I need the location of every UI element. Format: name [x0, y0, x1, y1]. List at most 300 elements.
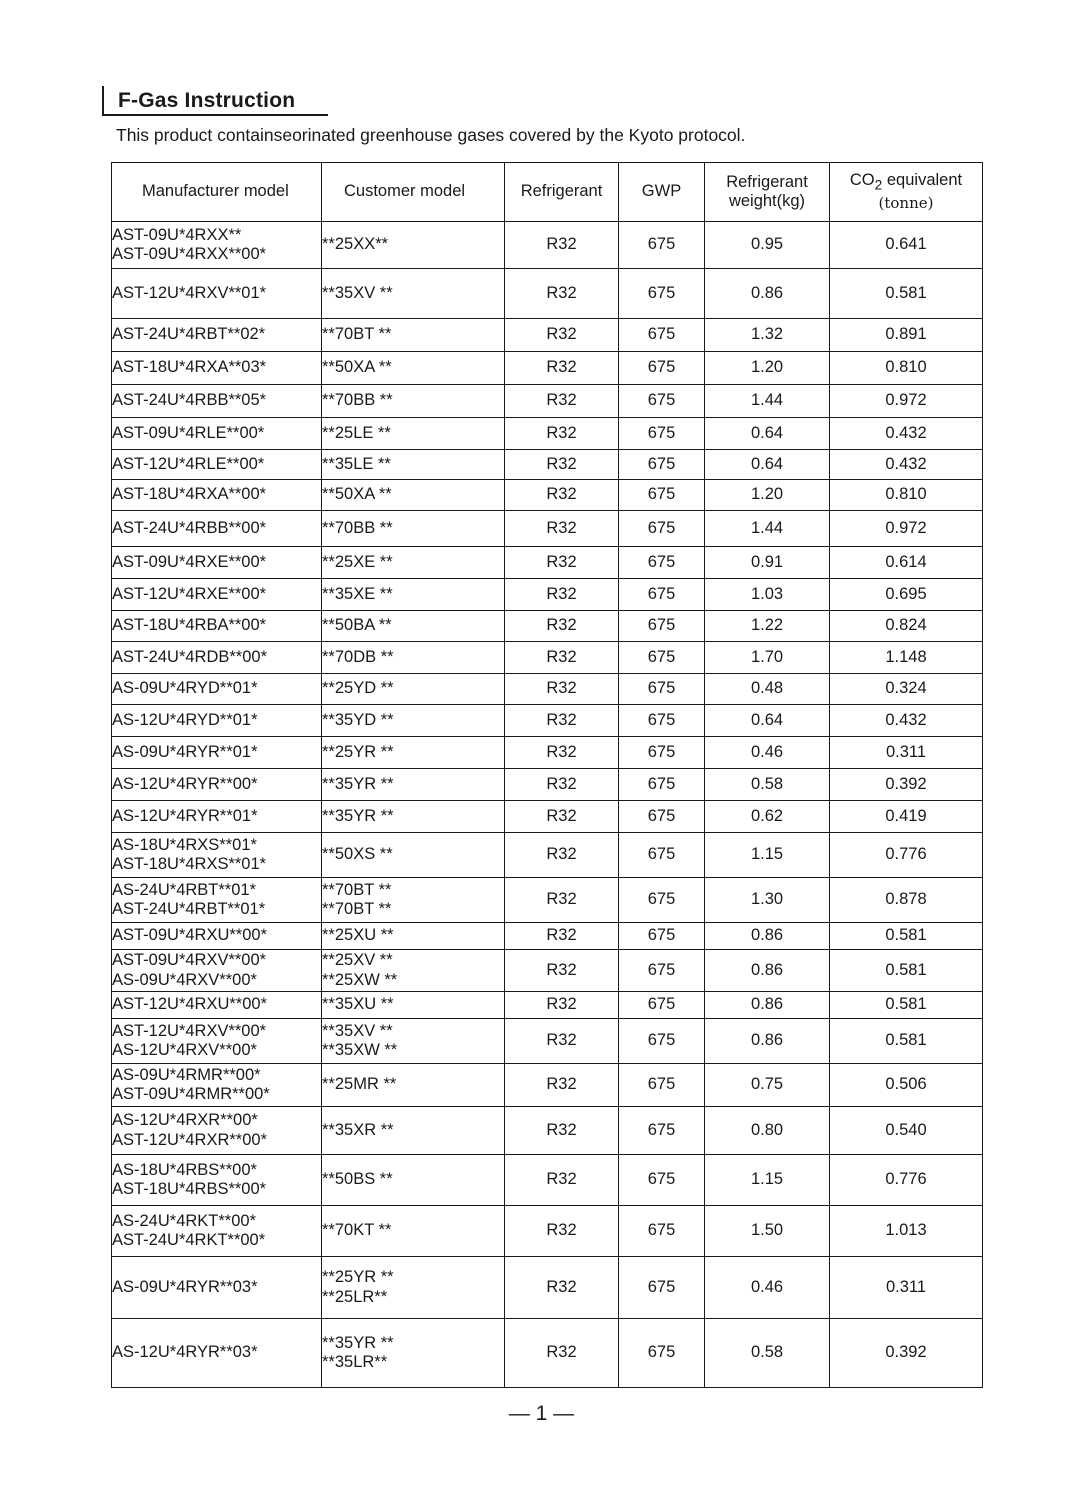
co2-equivalent-cell: 0.324	[830, 674, 983, 705]
section-title-box	[102, 86, 328, 116]
manufacturer-model-cell	[112, 511, 322, 547]
manufacturer-model-cell-line: AST-12U*4RXV**01*	[112, 283, 267, 302]
refrigerant-weight-cell: 1.22	[705, 611, 830, 642]
header-text: weight(kg)	[728, 192, 806, 210]
refrigerant-cell: R32	[505, 269, 619, 319]
gwp-cell: 675	[619, 352, 705, 385]
header-refrigerant-weight	[705, 163, 830, 222]
customer-model-cell	[322, 1319, 505, 1388]
refrigerant-cell: R32	[505, 611, 619, 642]
customer-model-cell-line: **50XA **	[322, 358, 392, 377]
table-row	[112, 480, 983, 511]
co2-equivalent-cell: 0.878	[830, 878, 983, 923]
gwp-cell: 675	[619, 480, 705, 511]
manufacturer-model-cell	[112, 480, 322, 511]
manufacturer-model-cell	[112, 674, 322, 705]
gwp-cell: 675	[619, 418, 705, 450]
header-gwp: GWP	[619, 163, 705, 222]
table-row	[112, 1155, 983, 1206]
header-text: Manufacturer	[142, 182, 240, 201]
refrigerant-weight-cell: 1.15	[705, 1155, 830, 1206]
table-row	[112, 511, 983, 547]
table-header-row	[112, 163, 983, 222]
refrigerant-weight-cell: 0.75	[705, 1064, 830, 1107]
manufacturer-model-cell-line: AST-24U*4RDB**00*	[112, 647, 267, 666]
refrigerant-weight-cell: 0.95	[705, 222, 830, 269]
customer-model-cell-line: **70KT **	[322, 1221, 392, 1240]
gwp-cell: 675	[619, 1107, 705, 1155]
co2-equivalent-cell: 0.392	[830, 1319, 983, 1388]
customer-model-cell-line: **35XU **	[322, 995, 394, 1014]
customer-model-cell-line: **35LR**	[322, 1353, 388, 1371]
refrigerant-cell: R32	[505, 737, 619, 769]
gwp-cell: 675	[619, 992, 705, 1019]
refrigerant-cell: R32	[505, 833, 619, 878]
manufacturer-model-cell	[112, 801, 322, 833]
title-underline	[102, 114, 328, 116]
customer-model-cell-line: **25XE **	[322, 552, 393, 571]
customer-model-cell-line: **50BS **	[322, 1170, 393, 1189]
customer-model-cell-line: **70BT **	[322, 325, 392, 344]
refrigerant-cell: R32	[505, 992, 619, 1019]
manufacturer-model-cell-line: AST-18U*4RXS**01*	[112, 855, 267, 873]
table-row	[112, 705, 983, 737]
customer-model-cell-line: **35YR **	[322, 806, 394, 825]
customer-model-cell	[322, 801, 505, 833]
co2-equivalent-cell: 0.776	[830, 1155, 983, 1206]
customer-model-cell-line: **35XV **	[322, 283, 393, 302]
page-number: — 1 —	[508, 1402, 575, 1425]
refrigerant-weight-cell: 0.58	[705, 769, 830, 801]
gwp-cell: 675	[619, 769, 705, 801]
customer-model-cell-line: **25LE **	[322, 423, 391, 442]
manufacturer-model-cell-line: AST-09U*4RXX**00*	[112, 245, 267, 263]
manufacturer-model-cell	[112, 1019, 322, 1064]
header-text: model	[243, 182, 289, 201]
manufacturer-model-cell-line: AS-12U*4RXR**00*	[112, 1111, 258, 1130]
co2-equivalent-cell: 0.776	[830, 833, 983, 878]
table-row	[112, 801, 983, 833]
customer-model-cell	[322, 923, 505, 950]
manufacturer-model-cell-line: AS-12U*4RYR**00*	[112, 774, 258, 793]
refrigerant-weight-cell: 0.80	[705, 1107, 830, 1155]
refrigerant-cell: R32	[505, 222, 619, 269]
customer-model-cell-line: **25YR **	[322, 1268, 394, 1287]
refrigerant-cell: R32	[505, 878, 619, 923]
gwp-cell: 675	[619, 1206, 705, 1257]
manufacturer-model-cell	[112, 769, 322, 801]
customer-model-cell	[322, 1155, 505, 1206]
fgas-table	[111, 162, 983, 1388]
manufacturer-model-cell	[112, 1319, 322, 1388]
manufacturer-model-cell	[112, 611, 322, 642]
table-row	[112, 992, 983, 1019]
manufacturer-model-cell-line: AS-09U*4RMR**00*	[112, 1065, 261, 1084]
gwp-cell: 675	[619, 950, 705, 992]
customer-model-cell	[322, 737, 505, 769]
manufacturer-model-cell	[112, 923, 322, 950]
manufacturer-model-cell	[112, 1064, 322, 1107]
table-row	[112, 1257, 983, 1319]
header-refrigerant: Refrigerant	[505, 163, 619, 222]
manufacturer-model-cell	[112, 269, 322, 319]
customer-model-cell-line: **35YR **	[322, 774, 394, 793]
customer-model-cell	[322, 511, 505, 547]
co2-equivalent-cell: 0.311	[830, 737, 983, 769]
table-row	[112, 737, 983, 769]
gwp-cell: 675	[619, 319, 705, 352]
intro-text: This product containseorinated greenhouse gases covered by the Kyoto protocol.	[116, 125, 746, 145]
manufacturer-model-cell	[112, 1107, 322, 1155]
refrigerant-weight-cell: 1.44	[705, 511, 830, 547]
gwp-cell: 675	[619, 878, 705, 923]
co2-equivalent-cell: 1.148	[830, 642, 983, 674]
refrigerant-weight-cell: 1.03	[705, 579, 830, 611]
table-row	[112, 1107, 983, 1155]
customer-model-cell	[322, 950, 505, 992]
manufacturer-model-cell	[112, 352, 322, 385]
gwp-cell: 675	[619, 923, 705, 950]
manufacturer-model-cell	[112, 992, 322, 1019]
manufacturer-model-cell	[112, 1257, 322, 1319]
manufacturer-model-cell-line: AS-24U*4RKT**00*	[112, 1211, 256, 1230]
manufacturer-model-cell-line: AS-12U*4RXV**00*	[112, 1041, 257, 1059]
customer-model-cell-line: **25LR**	[322, 1287, 388, 1306]
table-row	[112, 222, 983, 269]
table-row	[112, 923, 983, 950]
manufacturer-model-cell	[112, 222, 322, 269]
customer-model-cell-line: **25YD **	[322, 679, 394, 698]
table-row	[112, 833, 983, 878]
co2-equivalent-cell: 0.392	[830, 769, 983, 801]
header-co2-label	[849, 171, 963, 193]
co2-equivalent-cell: 0.810	[830, 352, 983, 385]
manufacturer-model-cell	[112, 833, 322, 878]
manufacturer-model-cell-line: AS-09U*4RXV**00*	[112, 970, 257, 989]
co2-equivalent-cell: 0.581	[830, 1019, 983, 1064]
gwp-cell: 675	[619, 222, 705, 269]
customer-model-cell-line: **25XV **	[322, 951, 393, 970]
table-row	[112, 1019, 983, 1064]
manufacturer-model-cell-line: AS-09U*4RYR**01*	[112, 742, 258, 761]
refrigerant-weight-cell: 0.86	[705, 950, 830, 992]
manufacturer-model-cell	[112, 705, 322, 737]
customer-model-cell	[322, 705, 505, 737]
refrigerant-weight-cell: 0.64	[705, 705, 830, 737]
customer-model-cell-line: **35XR **	[322, 1120, 394, 1139]
co2-equivalent-cell: 0.311	[830, 1257, 983, 1319]
customer-model-cell	[322, 418, 505, 450]
table-row	[112, 547, 983, 579]
gwp-cell: 675	[619, 1155, 705, 1206]
refrigerant-cell: R32	[505, 674, 619, 705]
refrigerant-weight-cell: 1.30	[705, 878, 830, 923]
customer-model-cell	[322, 992, 505, 1019]
manufacturer-model-cell-line: AS-24U*4RBT**01*	[112, 880, 256, 899]
refrigerant-cell: R32	[505, 385, 619, 418]
co2-equivalent-cell: 0.972	[830, 511, 983, 547]
co2-subscript: 2	[874, 177, 883, 193]
manufacturer-model-cell-line: AST-18U*4RXA**00*	[112, 485, 267, 504]
refrigerant-weight-cell: 1.20	[705, 352, 830, 385]
co2-equivalent-cell: 0.972	[830, 385, 983, 418]
refrigerant-cell: R32	[505, 511, 619, 547]
customer-model-cell-line: **25MR **	[322, 1075, 397, 1094]
refrigerant-cell: R32	[505, 547, 619, 579]
customer-model-cell-line: **70BT **	[322, 880, 392, 899]
customer-model-cell-line: **50BA **	[322, 616, 392, 635]
customer-model-cell	[322, 352, 505, 385]
table-row	[112, 418, 983, 450]
gwp-cell: 675	[619, 833, 705, 878]
refrigerant-weight-cell: 0.86	[705, 269, 830, 319]
refrigerant-cell: R32	[505, 418, 619, 450]
manufacturer-model-cell	[112, 418, 322, 450]
co2-equivalent-cell: 1.013	[830, 1206, 983, 1257]
section-title: F-Gas Instruction	[118, 89, 296, 112]
customer-model-cell-line: **70BB **	[322, 391, 393, 410]
co2-equivalent-cell: 0.891	[830, 319, 983, 352]
manufacturer-model-cell	[112, 385, 322, 418]
refrigerant-cell: R32	[505, 1155, 619, 1206]
table-row	[112, 450, 983, 480]
customer-model-cell-line: **25XU **	[322, 926, 394, 945]
customer-model-cell-line: **35XW **	[322, 1041, 398, 1059]
customer-model-cell-line: **70DB **	[322, 647, 394, 666]
table-row	[112, 950, 983, 992]
customer-model-cell-line: **35XE **	[322, 584, 393, 603]
manufacturer-model-cell-line: AST-09U*4RXE**00*	[112, 552, 267, 571]
co2-text: CO	[849, 171, 875, 189]
manufacturer-model-cell-line: AST-12U*4RXE**00*	[112, 584, 267, 603]
gwp-cell: 675	[619, 269, 705, 319]
title-left-rule	[102, 86, 104, 116]
gwp-cell: 675	[619, 705, 705, 737]
header-co2-equivalent	[830, 163, 983, 222]
customer-model-cell-line: **50XS **	[322, 845, 393, 864]
header-customer-model	[322, 163, 505, 222]
customer-model-cell	[322, 1107, 505, 1155]
refrigerant-cell: R32	[505, 352, 619, 385]
refrigerant-cell: R32	[505, 1257, 619, 1319]
manufacturer-model-cell	[112, 1155, 322, 1206]
manufacturer-model-cell-line: AS-12U*4RYD**01*	[112, 710, 258, 729]
customer-model-cell	[322, 674, 505, 705]
manufacturer-model-cell-line: AST-24U*4RBB**00*	[112, 518, 267, 537]
manufacturer-model-cell	[112, 579, 322, 611]
manufacturer-model-cell-line: AS-12U*4RYR**03*	[112, 1343, 258, 1362]
refrigerant-weight-cell: 0.86	[705, 992, 830, 1019]
refrigerant-cell: R32	[505, 923, 619, 950]
customer-model-cell	[322, 1257, 505, 1319]
refrigerant-cell: R32	[505, 1064, 619, 1107]
manufacturer-model-cell-line: AST-24U*4RBT**02*	[112, 325, 266, 344]
refrigerant-cell: R32	[505, 950, 619, 992]
header-text: Customer	[344, 182, 416, 201]
customer-model-cell-line: **35YD **	[322, 710, 394, 729]
manufacturer-model-cell-line: AS-18U*4RBS**00*	[112, 1160, 257, 1179]
table-row	[112, 269, 983, 319]
table-body	[112, 222, 983, 1388]
co2-equivalent-cell: 0.641	[830, 222, 983, 269]
manufacturer-model-cell	[112, 878, 322, 923]
customer-model-cell	[322, 611, 505, 642]
table-row	[112, 319, 983, 352]
manufacturer-model-cell-line: AST-09U*4RXX**	[112, 225, 242, 244]
header-text: Refrigerant	[726, 172, 808, 191]
customer-model-cell-line: **70BB **	[322, 518, 393, 537]
customer-model-cell-line: **35XV **	[322, 1021, 393, 1040]
co2-equivalent-cell: 0.614	[830, 547, 983, 579]
customer-model-cell-line: **35LE **	[322, 454, 391, 473]
refrigerant-weight-cell: 1.44	[705, 385, 830, 418]
refrigerant-weight-cell: 0.91	[705, 547, 830, 579]
refrigerant-cell: R32	[505, 642, 619, 674]
customer-model-cell	[322, 319, 505, 352]
manufacturer-model-cell-line: AS-09U*4RYD**01*	[112, 679, 258, 698]
table-row	[112, 352, 983, 385]
table-row	[112, 769, 983, 801]
refrigerant-weight-cell: 1.50	[705, 1206, 830, 1257]
customer-model-cell	[322, 579, 505, 611]
co2-equivalent-cell: 0.540	[830, 1107, 983, 1155]
manufacturer-model-cell-line: AST-18U*4RXA**03*	[112, 358, 267, 377]
customer-model-cell	[322, 1206, 505, 1257]
refrigerant-cell: R32	[505, 480, 619, 511]
co2-equivalent-cell: 0.695	[830, 579, 983, 611]
co2-equivalent-cell: 0.824	[830, 611, 983, 642]
customer-model-cell	[322, 642, 505, 674]
manufacturer-model-cell-line: AST-18U*4RBS**00*	[112, 1180, 267, 1198]
refrigerant-weight-cell: 0.64	[705, 450, 830, 480]
customer-model-cell	[322, 1019, 505, 1064]
table-row	[112, 579, 983, 611]
manufacturer-model-cell-line: AST-18U*4RBA**00*	[112, 616, 267, 635]
refrigerant-cell: R32	[505, 1319, 619, 1388]
manufacturer-model-cell-line: AS-18U*4RXS**01*	[112, 835, 257, 854]
customer-model-cell-line: **25YR **	[322, 742, 394, 761]
manufacturer-model-cell	[112, 642, 322, 674]
refrigerant-weight-cell: 0.64	[705, 418, 830, 450]
refrigerant-weight-cell: 1.20	[705, 480, 830, 511]
customer-model-cell	[322, 450, 505, 480]
manufacturer-model-cell-line: AST-09U*4RXU**00*	[112, 926, 267, 945]
gwp-cell: 675	[619, 611, 705, 642]
refrigerant-weight-cell: 0.86	[705, 923, 830, 950]
header-co2-unit: (tonne)	[878, 193, 934, 212]
manufacturer-model-cell-line: AST-09U*4RXV**00*	[112, 951, 267, 970]
table-row	[112, 642, 983, 674]
customer-model-cell	[322, 480, 505, 511]
gwp-cell: 675	[619, 579, 705, 611]
table-row	[112, 1319, 983, 1388]
refrigerant-cell: R32	[505, 319, 619, 352]
refrigerant-weight-cell: 0.48	[705, 674, 830, 705]
manufacturer-model-cell	[112, 737, 322, 769]
refrigerant-weight-cell: 0.62	[705, 801, 830, 833]
gwp-cell: 675	[619, 547, 705, 579]
co2-equivalent-cell: 0.810	[830, 480, 983, 511]
gwp-cell: 675	[619, 450, 705, 480]
co2-equivalent-cell: 0.581	[830, 269, 983, 319]
manufacturer-model-cell-line: AST-24U*4RBB**05*	[112, 391, 267, 410]
co2-equivalent-cell: 0.506	[830, 1064, 983, 1107]
gwp-cell: 675	[619, 1319, 705, 1388]
refrigerant-cell: R32	[505, 1206, 619, 1257]
customer-model-cell	[322, 547, 505, 579]
customer-model-cell	[322, 878, 505, 923]
customer-model-cell	[322, 833, 505, 878]
manufacturer-model-cell	[112, 319, 322, 352]
gwp-cell: 675	[619, 674, 705, 705]
co2-equivalent-cell: 0.432	[830, 418, 983, 450]
refrigerant-cell: R32	[505, 1019, 619, 1064]
refrigerant-weight-cell: 1.15	[705, 833, 830, 878]
refrigerant-weight-cell: 1.32	[705, 319, 830, 352]
header-manufacturer-model	[112, 163, 322, 222]
manufacturer-model-cell-line: AS-09U*4RYR**03*	[112, 1277, 258, 1296]
customer-model-cell-line: **35YR **	[322, 1333, 394, 1352]
refrigerant-weight-cell: 0.86	[705, 1019, 830, 1064]
co2-equivalent-cell: 0.581	[830, 992, 983, 1019]
manufacturer-model-cell-line: AST-09U*4RMR**00*	[112, 1085, 270, 1103]
refrigerant-cell: R32	[505, 450, 619, 480]
refrigerant-weight-cell: 0.46	[705, 1257, 830, 1319]
refrigerant-cell: R32	[505, 801, 619, 833]
gwp-cell: 675	[619, 385, 705, 418]
manufacturer-model-cell-line: AST-12U*4RXV**00*	[112, 1021, 267, 1040]
refrigerant-weight-cell: 1.70	[705, 642, 830, 674]
refrigerant-cell: R32	[505, 769, 619, 801]
manufacturer-model-cell	[112, 547, 322, 579]
table-row	[112, 878, 983, 923]
manufacturer-model-cell	[112, 950, 322, 992]
manufacturer-model-cell	[112, 1206, 322, 1257]
table-row	[112, 674, 983, 705]
table-row	[112, 611, 983, 642]
gwp-cell: 675	[619, 1019, 705, 1064]
co2-equivalent-cell: 0.581	[830, 923, 983, 950]
refrigerant-cell: R32	[505, 579, 619, 611]
manufacturer-model-cell	[112, 450, 322, 480]
gwp-cell: 675	[619, 1257, 705, 1319]
gwp-cell: 675	[619, 737, 705, 769]
customer-model-cell-line: **25XW **	[322, 970, 398, 989]
customer-model-cell-line: **25XX**	[322, 235, 389, 254]
co2-equivalent-cell: 0.581	[830, 950, 983, 992]
customer-model-cell	[322, 269, 505, 319]
manufacturer-model-cell-line: AST-09U*4RLE**00*	[112, 423, 265, 442]
table-row	[112, 1206, 983, 1257]
co2-equivalent-cell: 0.432	[830, 705, 983, 737]
co2-equivalent-cell: 0.419	[830, 801, 983, 833]
manufacturer-model-cell-line: AST-12U*4RLE**00*	[112, 454, 265, 473]
refrigerant-weight-cell: 0.58	[705, 1319, 830, 1388]
gwp-cell: 675	[619, 801, 705, 833]
refrigerant-cell: R32	[505, 705, 619, 737]
customer-model-cell-line: **70BT **	[322, 900, 392, 918]
gwp-cell: 675	[619, 1064, 705, 1107]
manufacturer-model-cell-line: AS-12U*4RYR**01*	[112, 806, 258, 825]
co2-equivalent-cell: 0.432	[830, 450, 983, 480]
header-text: model	[420, 182, 466, 201]
refrigerant-cell: R32	[505, 1107, 619, 1155]
customer-model-cell	[322, 1064, 505, 1107]
manufacturer-model-cell-line: AST-12U*4RXU**00*	[112, 995, 267, 1014]
table-row	[112, 385, 983, 418]
manufacturer-model-cell-line: AST-24U*4RKT**00*	[112, 1231, 266, 1249]
refrigerant-weight-cell: 0.46	[705, 737, 830, 769]
